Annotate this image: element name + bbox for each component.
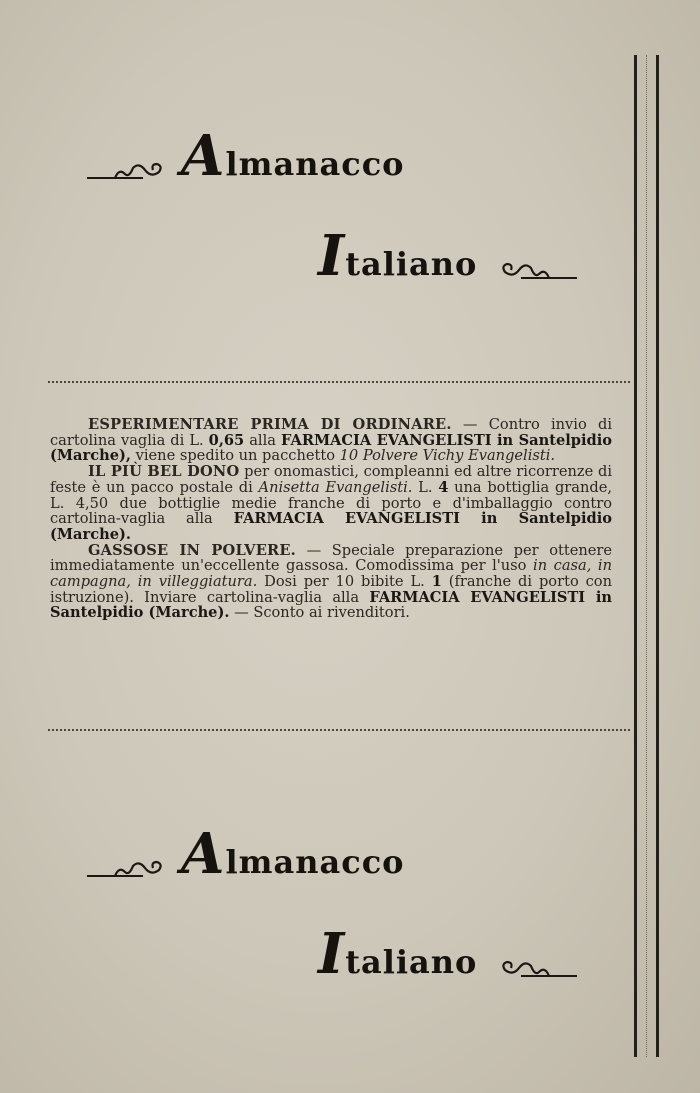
ad-paragraph-1: ESPERIMENTARE PRIMA DI ORDINARE. — Contro invio di cartolina vaglia di L. 0,65 alla FARMACIA EVANGELISTI in Santelpidio (Marche), viene spedito un pacchetto 10 Polvere Vichy Evangelisti. [50,416,613,465]
top-title-italiano: Italiano [318,223,478,289]
border-rule-outer [634,55,637,1057]
right-flourish-icon [499,254,579,284]
ad-paragraph-3: GASSOSE IN POLVERE. — Speciale preparazione per ottenere immediatamente un'eccellente gassosa. Comodissima per l'uso in casa, in campagna, in villeggiatura. Dosi per 10 bibite L. 1 (franche di porto con istruzione). Inviare cartolina-vaglia alla FARMACIA EVANGELISTI in Santelpidio (Marche). — Sconto ai rivenditori. [50,541,613,622]
border-rule-inner [656,55,659,1057]
left-flourish-icon [85,154,165,184]
top-heading-line1 [85,123,405,189]
top-title-almanacco: Almanacco [181,123,405,189]
border-rule-dotted [646,55,648,1057]
advertisement-block [50,417,612,621]
top-heading-line2 [318,223,579,289]
left-flourish-icon [85,852,165,882]
bottom-heading-line1 [85,821,405,887]
bottom-title-almanacco: Almanacco [181,821,405,887]
bottom-heading-line2 [318,921,579,987]
bottom-dotted-separator [48,729,630,731]
bottom-title-italiano: Italiano [318,921,478,987]
top-dotted-separator [48,381,630,383]
ad-paragraph-2: IL PIÙ BEL DONO per onomastici, compleanni ed altre ricorrenze di feste è un pacco postale di Anisetta Evangelisti. L. 4 una bottiglia grande, L. 4,50 due bottiglie medie franche di porto e d'imballaggio contro cartolina-vaglia alla FARMACIA EVANGELISTI in Santelpidio (Marche). [50,463,612,543]
right-flourish-icon [499,952,579,982]
